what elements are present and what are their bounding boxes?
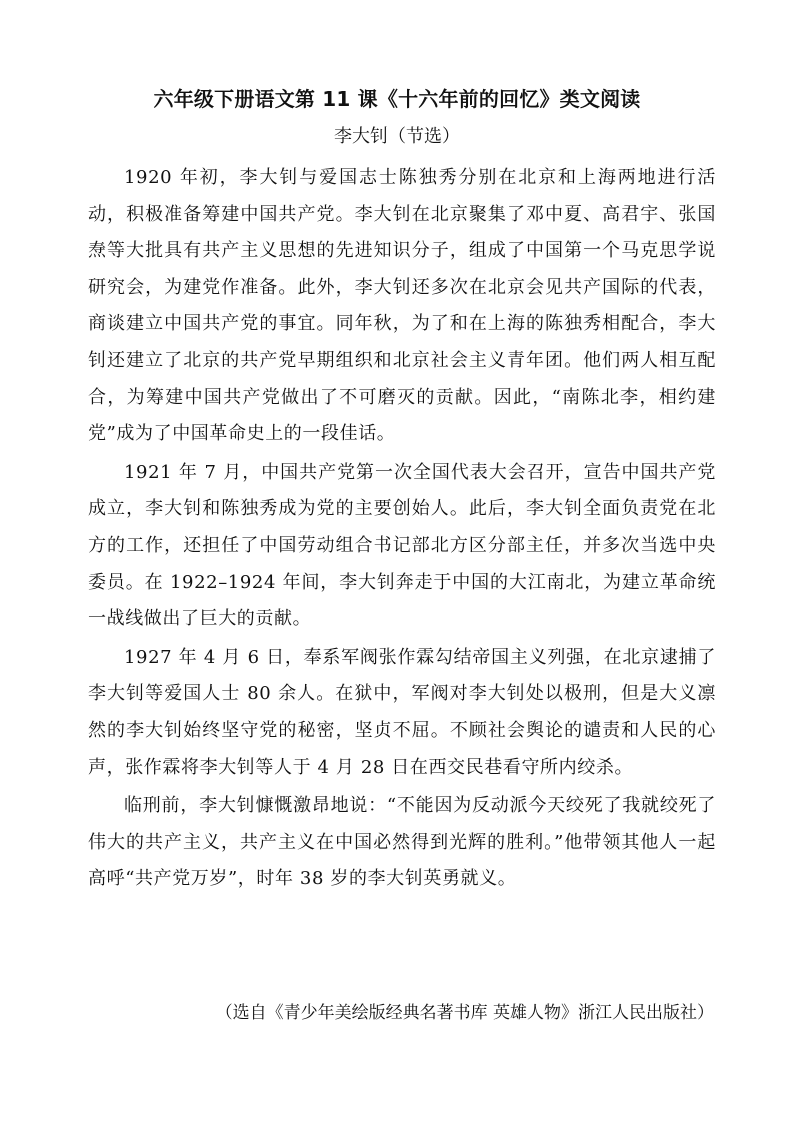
paragraph-3: 1927 年 4 月 6 日，奉系军阀张作霖勾结帝国主义列强，在北京逮捕了李大钊等爱国人士 80 余人。在狱中，军阀对李大钊处以极刑，但是大义凛然的李大钊始终坚守党的秘密，坚贞不屈。不顾社会舆论的谴责和人民的心声，张作霖将李大钊等人于 4 月 28 日在西交民巷看守所内绞杀。: [88, 646, 716, 778]
paragraph-1: 1920 年初，李大钊与爱国志士陈独秀分别在北京和上海两地进行活动，积极准备筹建中国共产党。李大钊在北京聚集了邓中夏、高君宇、张国焘等大批具有共产主义思想的先进知识分子，组成了中国第一个马克思学说研究会，为建党作准备。此外，李大钊还多次在北京会见共产国际的代表，商谈建立中国共产党的事宜。同年秋，为了和在上海的陈独秀相配合，李大钊还建立了北京的共产党早期组织和北京社会主义青年团。他们两人相互配合，为筹建中国共产党做出了不可磨灭的贡献。因此，“南陈北李，相约建党”成为了中国革命史上的一段佳话。: [88, 167, 716, 445]
paragraph-4: 临刑前，李大钊慷慨激昂地说：“不能因为反动派今天绞死了我就绞死了伟大的共产主义，共产主义在中国必然得到光辉的胜利。”他带领其他人一起高呼“共产党万岁”，时年 38 岁的李大钊英勇就义。: [88, 795, 716, 890]
article-subtitle: 李大钊（节选）: [334, 126, 460, 147]
source-citation: （选自《青少年美绘版经典名著书库 英雄人物》浙江人民出版社）: [215, 1003, 714, 1023]
page-title: 六年级下册语文第 11 课《十六年前的回忆》类文阅读: [153, 87, 641, 111]
paragraph-2: 1921 年 7 月，中国共产党第一次全国代表大会召开，宣告中国共产党成立，李大钊和陈独秀成为党的主要创始人。此后，李大钊全面负责党在北方的工作，还担任了中国劳动组合书记部北方区分部主任，并多次当选中央委员。在 1922–1924 年间，李大钊奔走于中国的大江南北，为建立革命统一战线做出了巨大的贡献。: [88, 461, 716, 630]
article-body: [88, 160, 716, 900]
